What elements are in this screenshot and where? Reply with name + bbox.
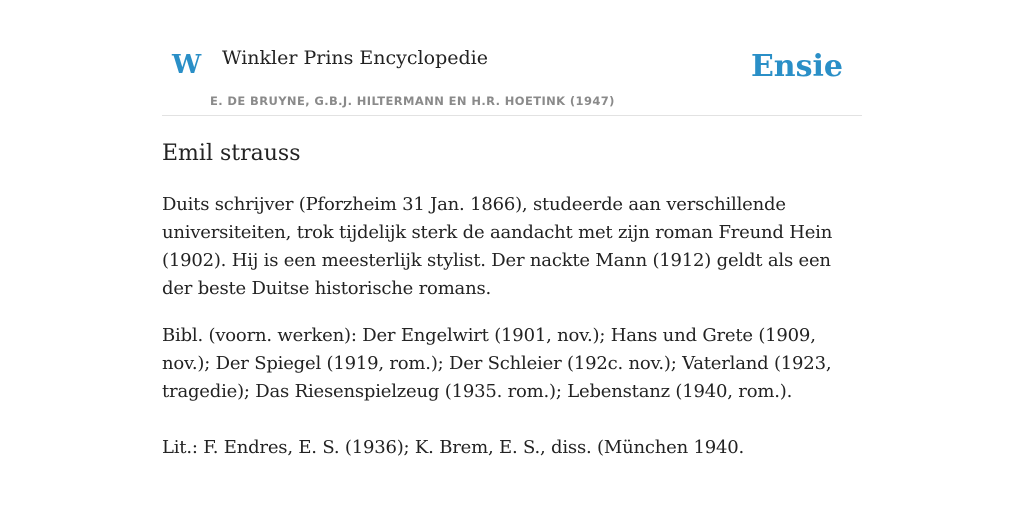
literature-paragraph: Lit.: F. Endres, E. S. (1936); K. Brem, E. S., diss. (München 1940. xyxy=(162,437,745,458)
article-title: Emil strauss xyxy=(162,141,301,166)
winkler-prins-logo-icon[interactable]: W xyxy=(172,50,202,80)
ensie-brand-link[interactable]: Ensie xyxy=(750,49,843,84)
article xyxy=(162,138,862,462)
authors-credit: E. DE BRUYNE, G.B.J. HILTERMANN EN H.R. HOETINK (1947) xyxy=(210,94,615,108)
article-description: Duits schrijver (Pforzheim 31 Jan. 1866), studeerde aan verschillende universiteiten, trok tijdelijk sterk de aandacht met zijn roman Freund Hein (1902). Hij is een meesterlijk stylist. Der nackte Mann (1912) geldt als een der beste Duitse historische romans. xyxy=(162,194,833,299)
header xyxy=(162,0,862,116)
site-title[interactable]: Winkler Prins Encyclopedie xyxy=(222,47,488,69)
bibliography-paragraph: Bibl. (voorn. werken): Der Engelwirt (1901, nov.); Hans und Grete (1909, nov.); Der Spiegel (1919, rom.); Der Schleier (192c. nov.); Vaterland (1923, tragedie); Das Riesenspielzeug (1935. rom.); Lebenstanz (1940, rom.). xyxy=(162,325,832,402)
